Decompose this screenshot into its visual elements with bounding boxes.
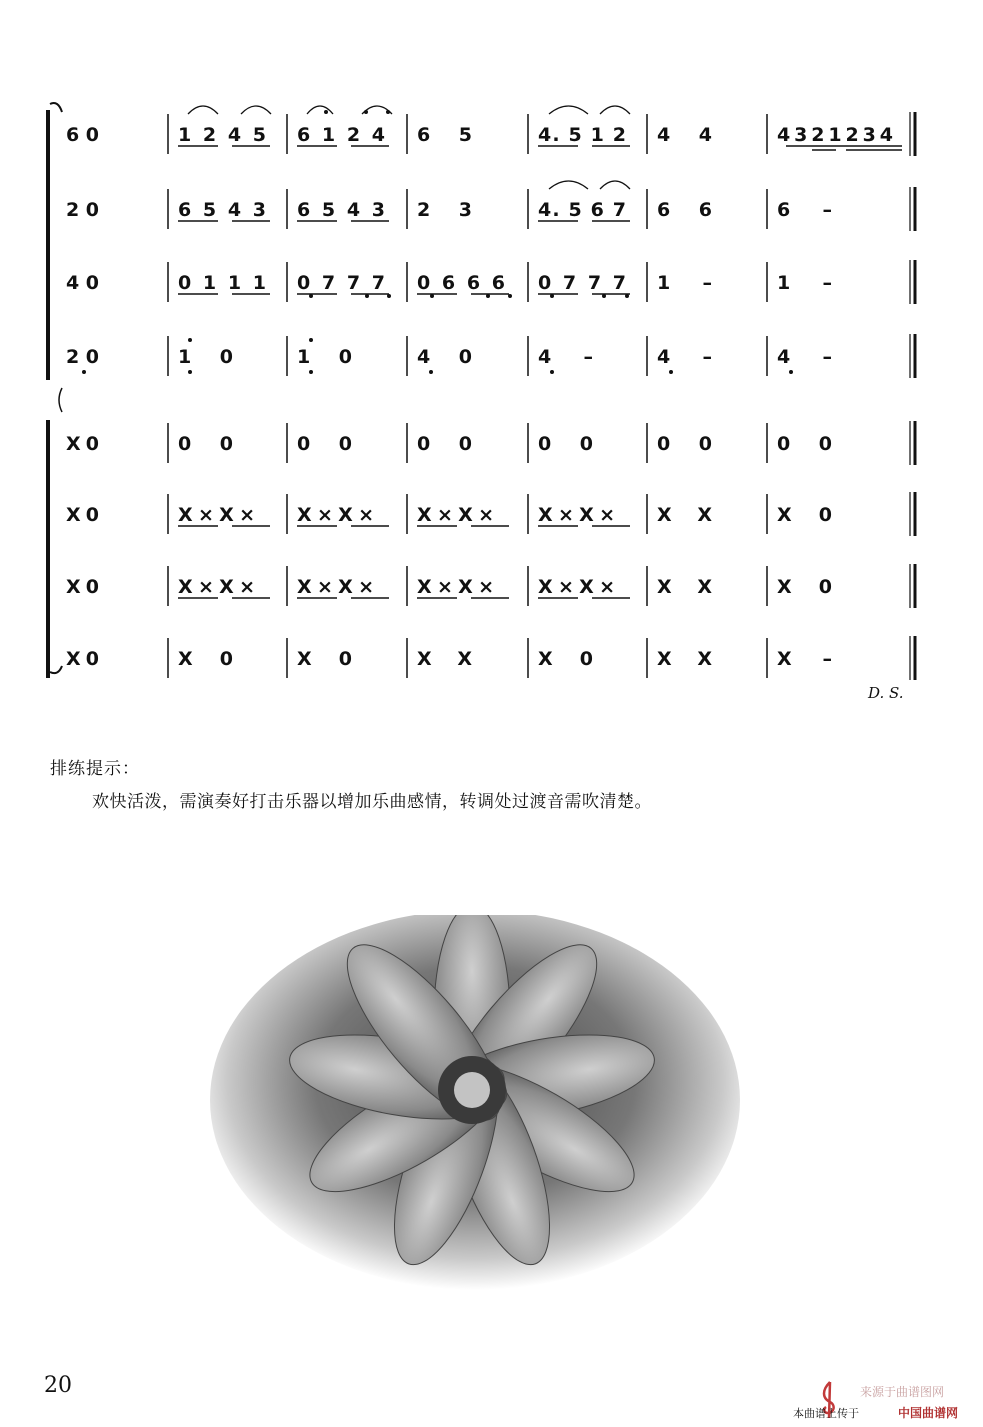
measure-notes: 4 3 2 1 2 3 4	[777, 124, 893, 146]
measure-notes: 4 0	[66, 272, 99, 294]
measure-notes: 1 –	[777, 272, 832, 294]
measure-notes: X × X ×	[178, 504, 255, 526]
measure-notes: X X	[657, 576, 712, 598]
watermark-source: 来源于曲谱图网	[860, 1385, 945, 1399]
measure-notes: 6 1 2 4	[297, 124, 385, 146]
measure-notes: 4. 5 6 7	[538, 199, 626, 221]
octave-dot-low	[789, 370, 793, 374]
measure-notes: 4 –	[538, 346, 593, 368]
octave-dot-high	[324, 110, 328, 114]
measure-notes: 0 0	[538, 433, 593, 455]
octave-dot-high	[188, 338, 192, 342]
measure-notes: X × X ×	[538, 504, 615, 526]
measure-notes: X X	[657, 648, 712, 670]
octave-dot-low	[387, 294, 391, 298]
octave-dot-low	[365, 294, 369, 298]
slur	[600, 181, 630, 189]
measure-notes: 0 1 1 1	[178, 272, 266, 294]
measure-notes: 1 0	[178, 346, 233, 368]
measure-notes: 1 –	[657, 272, 712, 294]
measure-notes: 0 7 7 7	[538, 272, 626, 294]
bracket-curl	[50, 666, 62, 673]
measure-notes: 0 0	[417, 433, 472, 455]
measure-notes: 2 0	[66, 199, 99, 221]
measure-notes: X × X ×	[178, 576, 255, 598]
rehearsal-tips-title: 排练提示：	[50, 759, 140, 779]
measure-notes: X X	[657, 504, 712, 526]
measure-notes: 1 2 4 5	[178, 124, 266, 146]
measure-notes: X X	[417, 648, 472, 670]
slur	[307, 106, 333, 114]
octave-dot-low	[486, 294, 490, 298]
slur	[549, 106, 588, 114]
flower-illustration	[210, 915, 740, 1295]
page-number: 20	[44, 1373, 72, 1398]
system-bracket-top	[46, 110, 50, 380]
slur	[188, 106, 218, 114]
bracket-curl	[50, 103, 62, 112]
measure-notes: 6 5	[417, 124, 472, 146]
octave-dot-low	[188, 370, 192, 374]
octave-dot-low	[429, 370, 433, 374]
measure-notes: 6 0	[66, 124, 99, 146]
measure-notes: 0 6 6 6	[417, 272, 505, 294]
measure-notes: 0 7 7 7	[297, 272, 385, 294]
ds-mark: D. S.	[868, 684, 904, 702]
octave-dot-low	[508, 294, 512, 298]
measure-notes: X 0	[777, 504, 832, 526]
octave-dot-low	[550, 294, 554, 298]
measure-notes: X 0	[66, 433, 99, 455]
slur	[600, 106, 630, 114]
rehearsal-tips-text: 欢快活泼，需演奏好打击乐器以增加乐曲感情，转调处过渡音需吹清楚。	[92, 792, 652, 812]
measure-notes: 6 6	[657, 199, 712, 221]
measure-notes: 0 0	[657, 433, 712, 455]
measure-notes: X 0	[777, 576, 832, 598]
brace	[59, 388, 62, 412]
measure-notes: X 0	[538, 648, 593, 670]
measure-notes: 0 0	[297, 433, 352, 455]
octave-dot-high	[364, 110, 368, 114]
measure-notes: X 0	[66, 576, 99, 598]
measure-notes: 6 5 4 3	[178, 199, 266, 221]
measure-notes: 4 –	[657, 346, 712, 368]
measure-notes: X 0	[66, 504, 99, 526]
measure-notes: 6 5 4 3	[297, 199, 385, 221]
measure-notes: X –	[777, 648, 832, 670]
octave-dot-low	[550, 370, 554, 374]
octave-dot-high	[386, 110, 390, 114]
octave-dot-low	[669, 370, 673, 374]
jianpu-score	[0, 0, 983, 700]
octave-dot-high	[309, 338, 313, 342]
measure-notes: X 0	[66, 648, 99, 670]
measure-notes: 2 0	[66, 346, 99, 368]
octave-dot-low	[430, 294, 434, 298]
measure-notes: X × X ×	[297, 504, 374, 526]
measure-notes: 0 0	[777, 433, 832, 455]
measure-notes: 4. 5 1 2	[538, 124, 626, 146]
watermark-upload: 本曲谱上传于	[793, 1407, 859, 1420]
slur	[549, 181, 588, 189]
measure-notes: 0 0	[178, 433, 233, 455]
watermark-site: 中国曲谱网	[898, 1406, 959, 1420]
measure-notes: 2 3	[417, 199, 472, 221]
measure-notes: X 0	[178, 648, 233, 670]
measure-notes: X × X ×	[538, 576, 615, 598]
measure-notes: X × X ×	[297, 576, 374, 598]
measure-notes: 4 4	[657, 124, 712, 146]
measure-notes: 1 0	[297, 346, 352, 368]
octave-dot-low	[309, 370, 313, 374]
measure-notes: 6 –	[777, 199, 832, 221]
measure-notes: X × X ×	[417, 504, 494, 526]
measure-notes: X × X ×	[417, 576, 494, 598]
measure-notes: X 0	[297, 648, 352, 670]
octave-dot-low	[82, 370, 86, 374]
measure-notes: 4 0	[417, 346, 472, 368]
octave-dot-low	[602, 294, 606, 298]
slur	[241, 106, 271, 114]
system-bracket-bottom	[46, 420, 50, 678]
measure-notes: 4 –	[777, 346, 832, 368]
octave-dot-low	[625, 294, 629, 298]
octave-dot-low	[309, 294, 313, 298]
